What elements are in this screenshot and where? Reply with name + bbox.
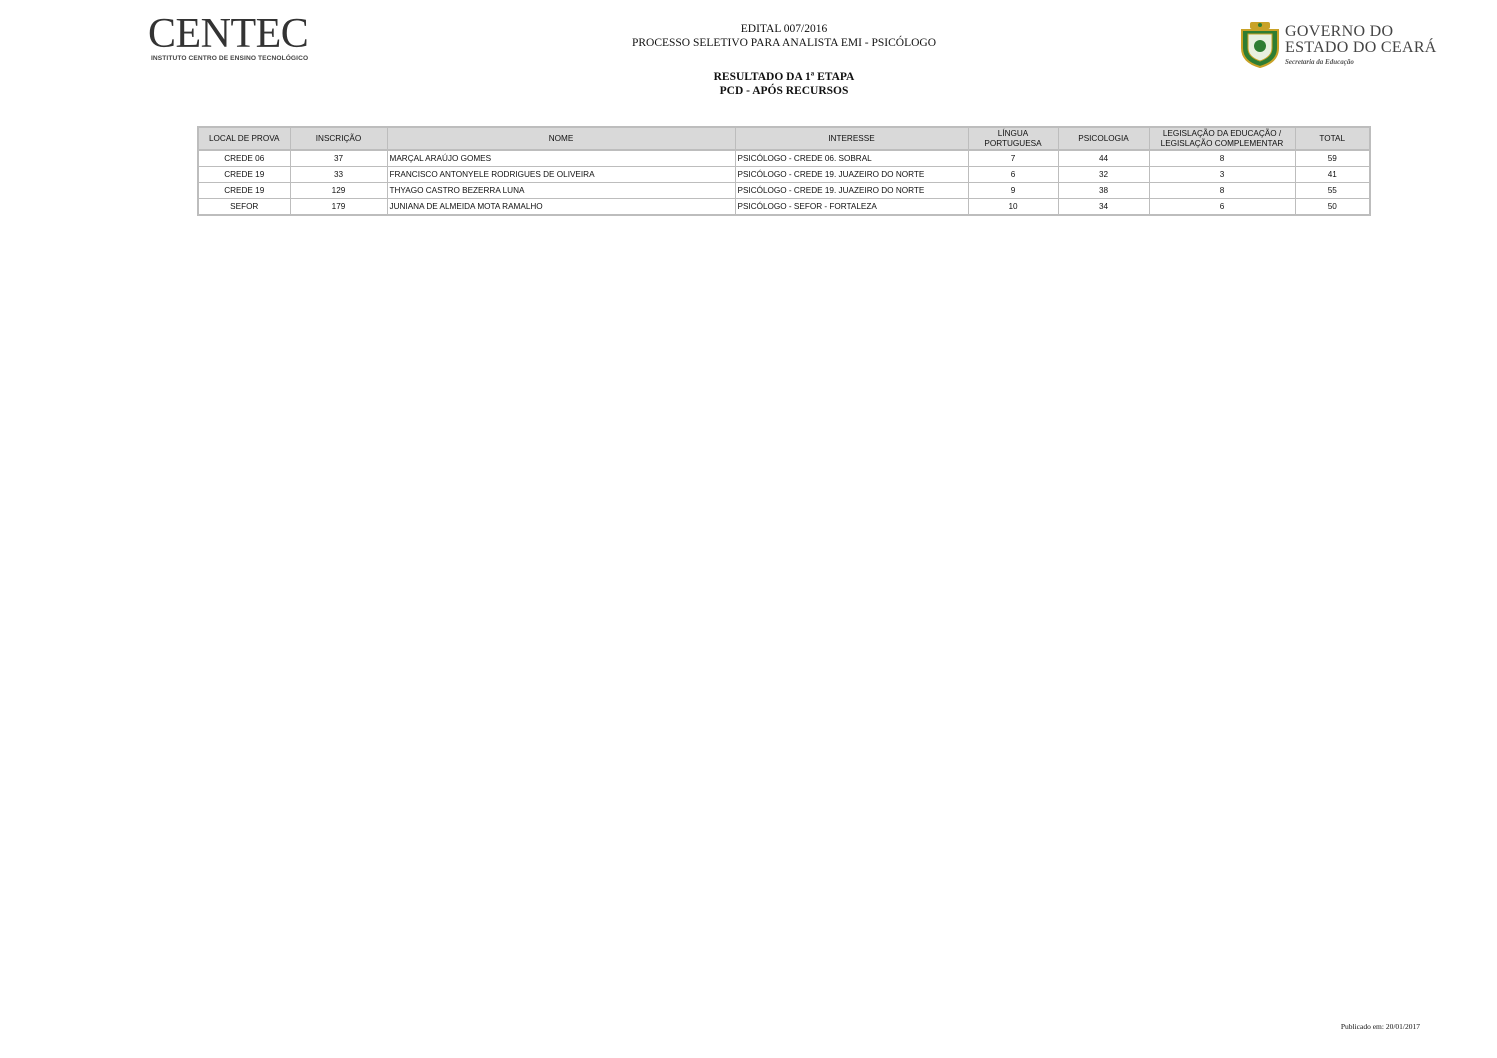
edital-title: EDITAL 007/2016 [740, 23, 828, 35]
column-header [198, 127, 290, 150]
table-body [198, 150, 1370, 215]
cell-psicologia: 44 [1058, 150, 1149, 167]
centec-logo-name: CENTEC [148, 11, 309, 57]
column-header [1058, 127, 1149, 150]
cell-local: SEFOR [198, 199, 290, 216]
cell-total: 55 [1295, 183, 1370, 199]
column-header [968, 127, 1058, 150]
column-header-line: PORTUGUESA [984, 138, 1042, 148]
column-header-line: INSCRIÇÃO [315, 133, 362, 143]
subtitulo-title: PCD - APÓS RECURSOS [719, 85, 849, 97]
centec-logo-subtitle: INSTITUTO CENTRO DE ENSINO TECNOLÓGICO [151, 55, 309, 62]
column-header [387, 127, 735, 150]
cell-inscricao: 37 [290, 150, 387, 167]
table-row [198, 199, 1370, 216]
result-header [484, 70, 1084, 98]
cell-total: 41 [1295, 167, 1370, 183]
cell-interesse: PSICÓLOGO - CREDE 19. JUAZEIRO DO NORTE [735, 183, 968, 199]
cell-psicologia: 34 [1058, 199, 1149, 216]
column-header [1149, 127, 1295, 150]
cell-psicologia: 38 [1058, 183, 1149, 199]
cell-interesse: PSICÓLOGO - CREDE 19. JUAZEIRO DO NORTE [735, 167, 968, 183]
table-row [198, 183, 1370, 199]
centec-logo [148, 11, 318, 62]
column-header-line: INTERESSE [828, 133, 875, 143]
cell-inscricao: 179 [290, 199, 387, 216]
published-date: Publicado em: 20/01/2017 [1340, 1022, 1420, 1031]
cell-interesse: PSICÓLOGO - SEFOR - FORTALEZA [735, 199, 968, 216]
cell-lingua-portuguesa: 6 [968, 167, 1058, 183]
cell-psicologia: 32 [1058, 167, 1149, 183]
coat-of-arms-icon [1238, 20, 1282, 68]
cell-total: 59 [1295, 150, 1370, 167]
cell-nome: JUNIANA DE ALMEIDA MOTA RAMALHO [387, 199, 735, 216]
column-header-line: PSICOLOGIA [1078, 133, 1129, 143]
cell-legislacao: 8 [1149, 183, 1295, 199]
governo-ceara-logo [1238, 20, 1437, 70]
column-header-line: LEGISLAÇÃO COMPLEMENTAR [1160, 138, 1284, 148]
column-header-line: LEGISLAÇÃO DA EDUCAÇÃO / [1162, 128, 1282, 138]
results-table [197, 126, 1371, 216]
table-row [198, 150, 1370, 167]
cell-inscricao: 129 [290, 183, 387, 199]
column-header-line: LOCAL DE PROVA [208, 133, 280, 143]
cell-lingua-portuguesa: 9 [968, 183, 1058, 199]
cell-interesse: PSICÓLOGO - CREDE 06. SOBRAL [735, 150, 968, 167]
cell-total: 50 [1295, 199, 1370, 216]
cell-nome: FRANCISCO ANTONYELE RODRIGUES DE OLIVEIRA [387, 167, 735, 183]
column-header-line: LÍNGUA [997, 128, 1029, 138]
cell-legislacao: 8 [1149, 150, 1295, 167]
cell-legislacao: 6 [1149, 199, 1295, 216]
cell-local: CREDE 06 [198, 150, 290, 167]
governo-line1: GOVERNO DO [1285, 23, 1394, 40]
cell-lingua-portuguesa: 7 [968, 150, 1058, 167]
cell-nome: THYAGO CASTRO BEZERRA LUNA [387, 183, 735, 199]
column-header [1295, 127, 1370, 150]
document-header [484, 22, 1084, 50]
column-header [290, 127, 387, 150]
table-header-row [198, 127, 1370, 150]
governo-line2: ESTADO DO CEARÁ [1285, 39, 1437, 56]
column-header-line: TOTAL [1319, 133, 1346, 143]
cell-inscricao: 33 [290, 167, 387, 183]
resultado-title: RESULTADO DA 1ª ETAPA [713, 71, 855, 83]
cell-lingua-portuguesa: 10 [968, 199, 1058, 216]
column-header-line: NOME [548, 133, 574, 143]
cell-nome: MARÇAL ARAÚJO GOMES [387, 150, 735, 167]
table-row [198, 167, 1370, 183]
cell-legislacao: 3 [1149, 167, 1295, 183]
cell-local: CREDE 19 [198, 183, 290, 199]
cell-local: CREDE 19 [198, 167, 290, 183]
governo-line3: Secretaria da Educação [1285, 58, 1354, 66]
processo-title: PROCESSO SELETIVO PARA ANALISTA EMI - PSICÓLOGO [631, 37, 937, 49]
column-header [735, 127, 968, 150]
